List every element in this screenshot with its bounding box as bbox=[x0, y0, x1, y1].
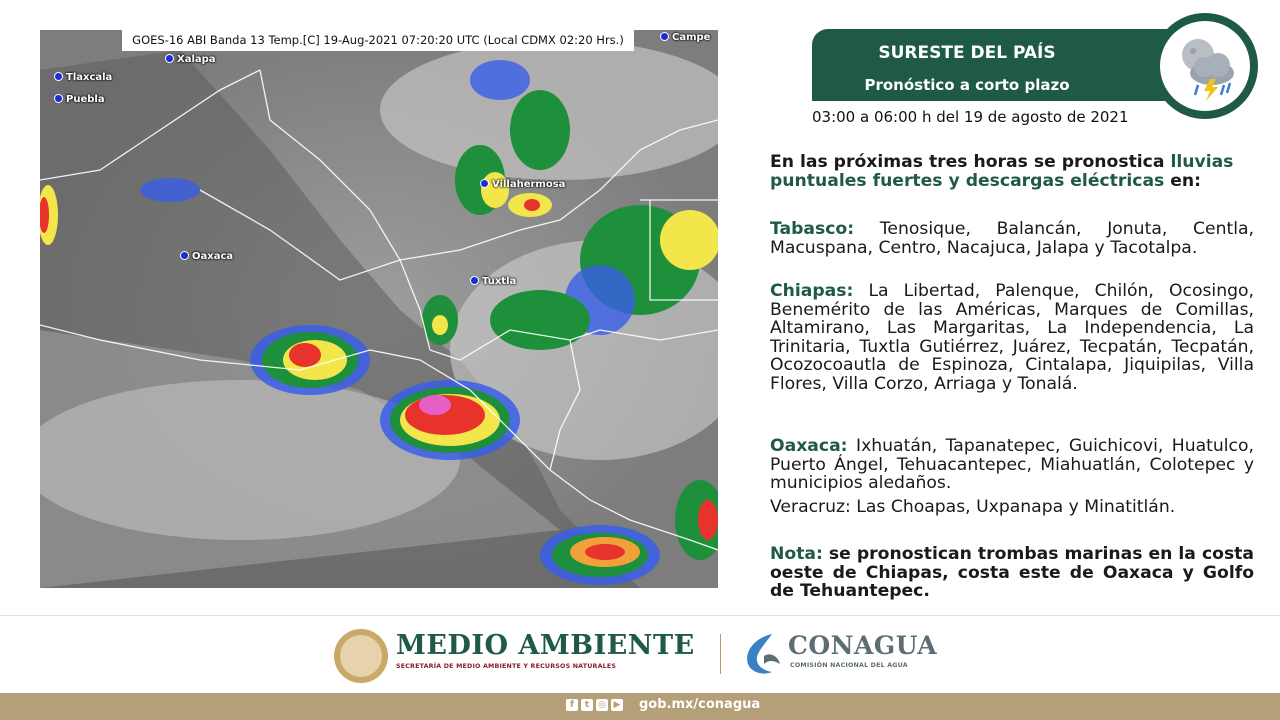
note-text: se pronostican trombas marinas en la costa oeste de Chiapas, costa este de Oaxaca y Golfo de Tehuantepec. bbox=[770, 544, 1254, 602]
twitter-icon[interactable]: t bbox=[581, 699, 593, 711]
logo-divider bbox=[720, 634, 721, 674]
state-places: La Libertad, Palenque, Chilón, Ocosingo, Benemérito de las Américas, Marques de Comillas, Altamirano, Las Margaritas, La Independencia, La Trinitaria, Tuxtla Gutiérrez, Juárez, Tecpatán, Tecpatán, Ocozocoautla de Espinoza, Cintalapa, Jiquipilas, Villa Flores, Villa Corzo, Arriaga y Tonalá. bbox=[770, 281, 1254, 394]
state-places: Las Choapas, Uxpanapa y Minatitlán. bbox=[850, 497, 1176, 517]
forecast-note bbox=[770, 545, 1254, 601]
city-tlaxcala bbox=[54, 72, 112, 83]
city-marker-icon bbox=[470, 276, 479, 285]
city-label: Oaxaca bbox=[192, 251, 234, 262]
state-places: Tenosique, Balancán, Jonuta, Centla, Macuspana, Centro, Nacajuca, Jalapa y Tacotalpa. bbox=[770, 219, 1254, 258]
state-tabasco bbox=[770, 220, 1254, 257]
city-marker-icon bbox=[660, 32, 669, 41]
map-caption: GOES-16 ABI Banda 13 Temp.[C] 19-Aug-2021 07:20:20 UTC (Local CDMX 02:20 Hrs.) bbox=[122, 30, 634, 51]
city-label: Puebla bbox=[66, 94, 105, 105]
note-label: Nota: bbox=[770, 544, 823, 564]
intro-highlight: lluvias puntuales fuertes y descargas eléctricas bbox=[770, 152, 1234, 191]
city-marker-icon bbox=[165, 54, 174, 63]
state-name: Veracruz: bbox=[770, 497, 851, 517]
website-link[interactable]: gob.mx/conagua bbox=[639, 697, 761, 712]
weather-badge bbox=[1152, 13, 1258, 119]
city-oaxaca bbox=[180, 251, 233, 262]
state-name: Chiapas: bbox=[770, 281, 854, 301]
header-banner bbox=[812, 29, 1167, 101]
medio-ambiente-logo-title: MEDIO AMBIENTE bbox=[396, 630, 695, 661]
intro-suffix: en: bbox=[1164, 170, 1202, 191]
city-marker-icon bbox=[54, 72, 63, 81]
state-chiapas bbox=[770, 282, 1254, 394]
forecast-intro bbox=[770, 153, 1254, 190]
city-campeche bbox=[660, 32, 710, 43]
satellite-map bbox=[40, 30, 718, 588]
forecast-subtitle: Pronóstico a corto plazo bbox=[864, 76, 1070, 94]
social-links bbox=[566, 699, 626, 713]
state-name: Oaxaca: bbox=[770, 436, 848, 456]
national-seal-icon bbox=[334, 629, 388, 683]
forecast-period: 03:00 a 06:00 h del 19 de agosto de 2021 bbox=[812, 108, 1129, 126]
conagua-wave-icon bbox=[742, 630, 782, 676]
city-marker-icon bbox=[480, 179, 489, 188]
city-marker-icon bbox=[54, 94, 63, 103]
satellite-imagery bbox=[40, 30, 718, 588]
medio-ambiente-logo-subtitle: SECRETARÍA DE MEDIO AMBIENTE Y RECURSOS NATURALES bbox=[396, 663, 617, 670]
city-tuxtla bbox=[470, 276, 516, 287]
state-veracruz bbox=[770, 498, 1254, 517]
city-puebla bbox=[54, 94, 105, 105]
state-name: Tabasco: bbox=[770, 219, 855, 239]
city-label: Tlaxcala bbox=[66, 72, 113, 83]
intro-text: En las próximas tres horas se pronostica bbox=[770, 152, 1171, 172]
facebook-icon[interactable]: f bbox=[566, 699, 578, 711]
state-oaxaca bbox=[770, 437, 1254, 493]
city-label: Tuxtla bbox=[482, 276, 517, 287]
city-villahermosa bbox=[480, 179, 565, 190]
conagua-logo-subtitle: COMISIÓN NACIONAL DEL AGUA bbox=[790, 662, 908, 669]
conagua-logo-title: CONAGUA bbox=[788, 631, 938, 660]
city-marker-icon bbox=[180, 251, 189, 260]
city-xalapa bbox=[165, 54, 216, 65]
youtube-icon[interactable]: ▶ bbox=[611, 699, 623, 711]
city-label: Campe bbox=[672, 32, 711, 43]
city-label: Xalapa bbox=[177, 54, 216, 65]
state-places: Ixhuatán, Tapanatepec, Guichicovi, Huatulco, Puerto Ángel, Tehuacantepec, Miahuatlán, Colotepec y municipios aledaños. bbox=[770, 436, 1254, 494]
region-title: SURESTE DEL PAÍS bbox=[878, 43, 1056, 63]
city-label: Villahermosa bbox=[492, 179, 566, 190]
storm-cloud-moon-icon bbox=[1160, 21, 1250, 111]
instagram-icon[interactable]: ◎ bbox=[596, 699, 608, 711]
